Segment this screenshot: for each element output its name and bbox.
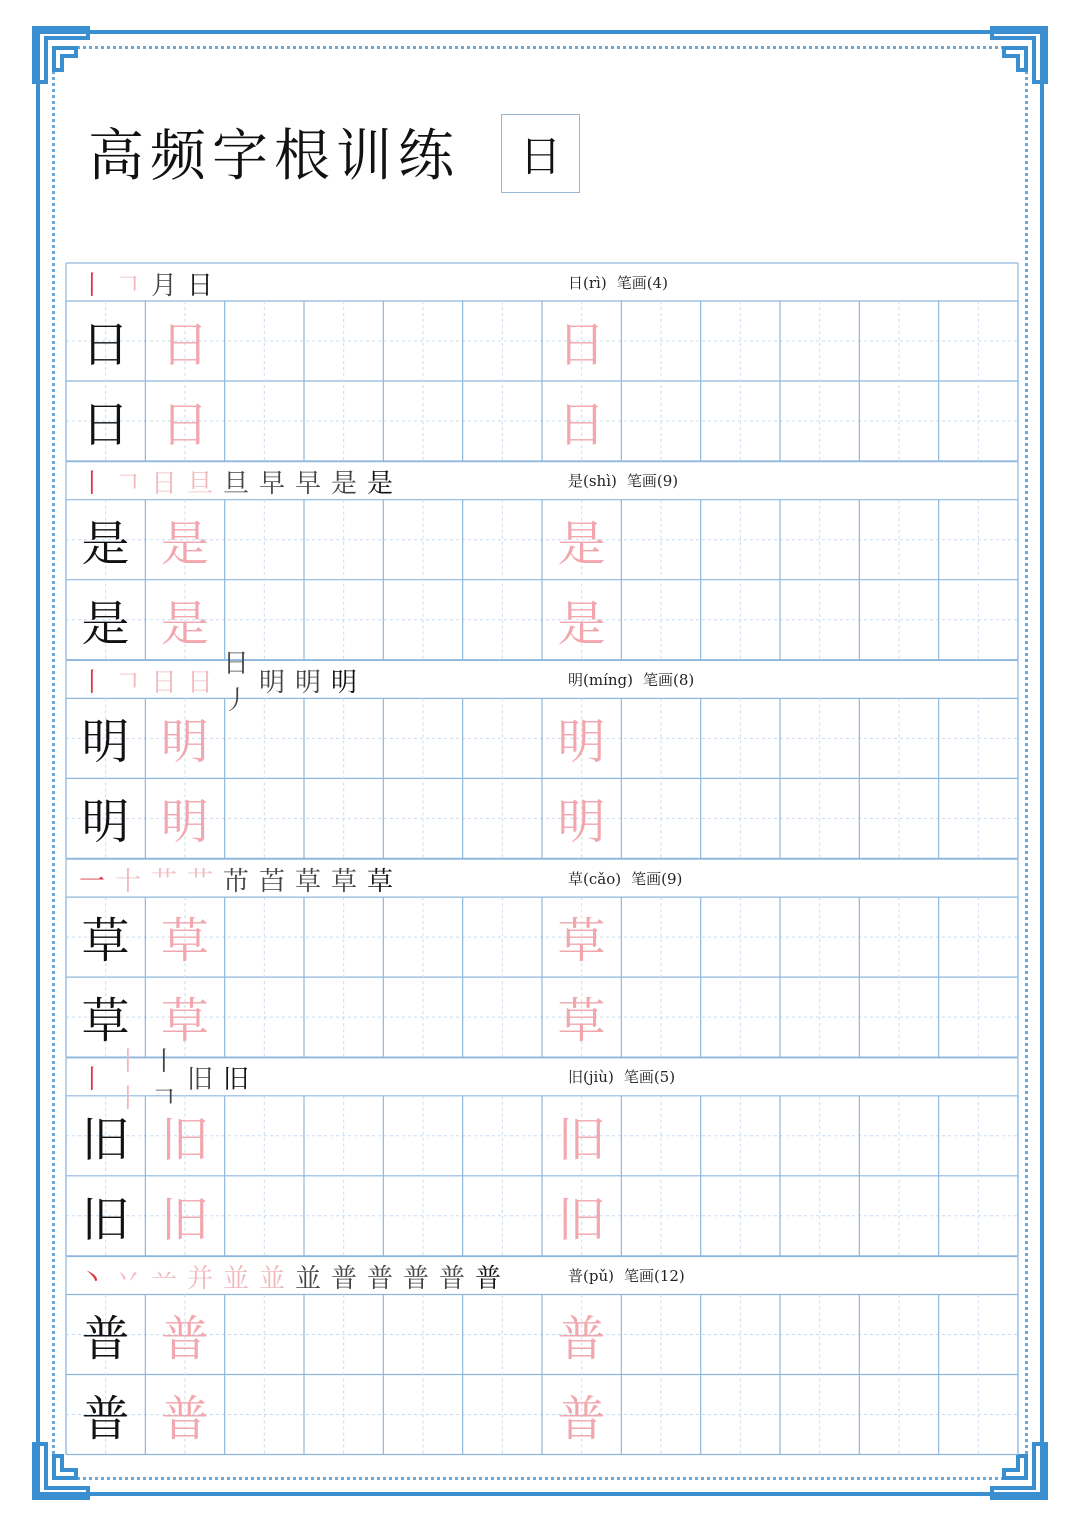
trace-character: 日 [160,397,209,453]
pinyin-label: 草(cǎo) [568,869,622,888]
stroke-step: 早 [258,469,285,500]
stroke-step: 旦 [186,469,213,500]
stroke-step: 䒑 [150,1264,177,1294]
stroke-step: 並 [294,1264,321,1294]
stroke-step: 并 [186,1264,213,1294]
char-info [568,1058,675,1096]
stroke-count-label: 笔画(9) [626,472,679,491]
model-character: 日 [81,397,130,453]
pinyin-label: 普(pǔ) [568,1267,614,1285]
stroke-step: 丨 [78,270,105,301]
trace-character: 草 [160,993,209,1050]
stroke-step: 丨 [78,667,105,698]
stroke-step: 普 [330,1264,357,1294]
stroke-order-sequence [76,649,360,717]
stroke-step: 並 [258,1264,285,1294]
stroke-step: 丨 [78,1065,105,1096]
stroke-count-label: 笔画(8) [643,670,695,689]
trace-character: 明 [557,714,606,771]
page-title: 高频字根训练 [88,124,460,189]
trace-character: 草 [557,993,606,1050]
trace-character: 旧 [557,1111,606,1168]
trace-character: 普 [160,1310,209,1367]
stroke-step: 草 [330,866,357,897]
section-header [66,1257,1018,1295]
stroke-count-label: 笔画(12) [623,1267,685,1285]
trace-character: 是 [160,515,209,572]
stroke-step: 日丿 [222,649,249,717]
trace-character: 旧 [557,1191,606,1248]
stroke-step: 芇 [222,866,249,897]
char-info [568,263,668,301]
trace-character: 旧 [160,1111,209,1168]
section-header [66,1046,1018,1114]
stroke-order-sequence [76,1259,504,1295]
stroke-step: 日 [186,270,213,301]
model-character: 是 [81,515,130,572]
stroke-step: 普 [402,1264,429,1294]
char-info [568,1257,685,1295]
pinyin-label: 旧(jiù) [568,1068,614,1087]
model-character: 明 [81,794,130,851]
stroke-step: 丷 [114,1264,141,1294]
trace-character: 明 [557,794,606,851]
trace-character: 普 [160,1390,209,1447]
model-character: 是 [81,595,130,652]
stroke-order-sequence [76,1046,252,1114]
stroke-step: 草 [294,866,321,897]
stroke-step: 丨 [78,469,105,500]
model-character: 旧 [81,1111,130,1168]
stroke-count-label: 笔画(4) [616,273,668,292]
stroke-order-sequence [76,265,216,301]
stroke-step: 丨丨 [114,1046,141,1114]
stroke-step: 艹 [186,866,213,897]
trace-character: 日 [557,397,606,453]
stroke-step: 日 [150,667,177,698]
model-character: 普 [81,1390,130,1447]
trace-character: 草 [160,913,209,970]
stroke-step: 苩 [258,866,285,897]
trace-character: 草 [557,913,606,970]
radical-box: 日 [501,114,580,193]
stroke-step: 明 [294,667,321,698]
stroke-step: 明 [258,667,285,698]
trace-character: 日 [557,317,606,373]
stroke-step: 丶 [78,1264,105,1294]
section-header [66,263,1018,301]
stroke-step: 𠃍 [114,667,141,698]
trace-character: 明 [160,714,209,771]
stroke-step: 𠃍 [114,469,141,500]
section-header [66,462,1018,500]
model-character: 普 [81,1310,130,1367]
section-header [66,649,1018,717]
stroke-step: 丨𠃍 [150,1046,177,1114]
trace-character: 是 [557,515,606,572]
stroke-step: 旧 [186,1065,213,1096]
stroke-step: 草 [366,866,393,897]
char-info [568,859,682,897]
stroke-step: 明 [330,667,357,698]
model-character: 日 [81,317,130,373]
stroke-step: 普 [474,1264,501,1294]
char-info [568,660,694,698]
trace-character: 是 [557,595,606,652]
stroke-step: 旧 [222,1065,249,1096]
model-character: 草 [81,913,130,970]
stroke-step: 十 [114,866,141,897]
trace-character: 明 [160,794,209,851]
stroke-step: 日 [186,667,213,698]
stroke-step: 是 [330,469,357,500]
section-header [66,859,1018,897]
stroke-step: 月 [150,270,177,301]
stroke-step: 普 [438,1264,465,1294]
stroke-step: 並 [222,1264,249,1294]
char-info [568,462,678,500]
trace-character: 普 [557,1390,606,1447]
stroke-count-label: 笔画(5) [623,1068,676,1087]
model-character: 草 [81,993,130,1050]
trace-character: 普 [557,1310,606,1367]
stroke-step: 一 [78,866,105,897]
model-character: 旧 [81,1191,130,1248]
stroke-step: 旦 [222,469,249,500]
stroke-step: 是 [366,469,393,500]
stroke-order-sequence [76,861,396,897]
trace-character: 日 [160,317,209,373]
stroke-count-label: 笔画(9) [631,869,683,888]
pinyin-label: 日(rì) [568,273,607,292]
trace-character: 旧 [160,1191,209,1248]
trace-character: 是 [160,595,209,652]
stroke-step: 普 [366,1264,393,1294]
pinyin-label: 明(míng) [568,670,633,689]
pinyin-label: 是(shì) [568,472,617,491]
stroke-order-sequence [76,464,396,500]
model-character: 明 [81,714,130,771]
stroke-step: 𠃍 [114,270,141,301]
stroke-step: 早 [294,469,321,500]
stroke-step: 艹 [150,866,177,897]
stroke-step: 日 [150,469,177,500]
